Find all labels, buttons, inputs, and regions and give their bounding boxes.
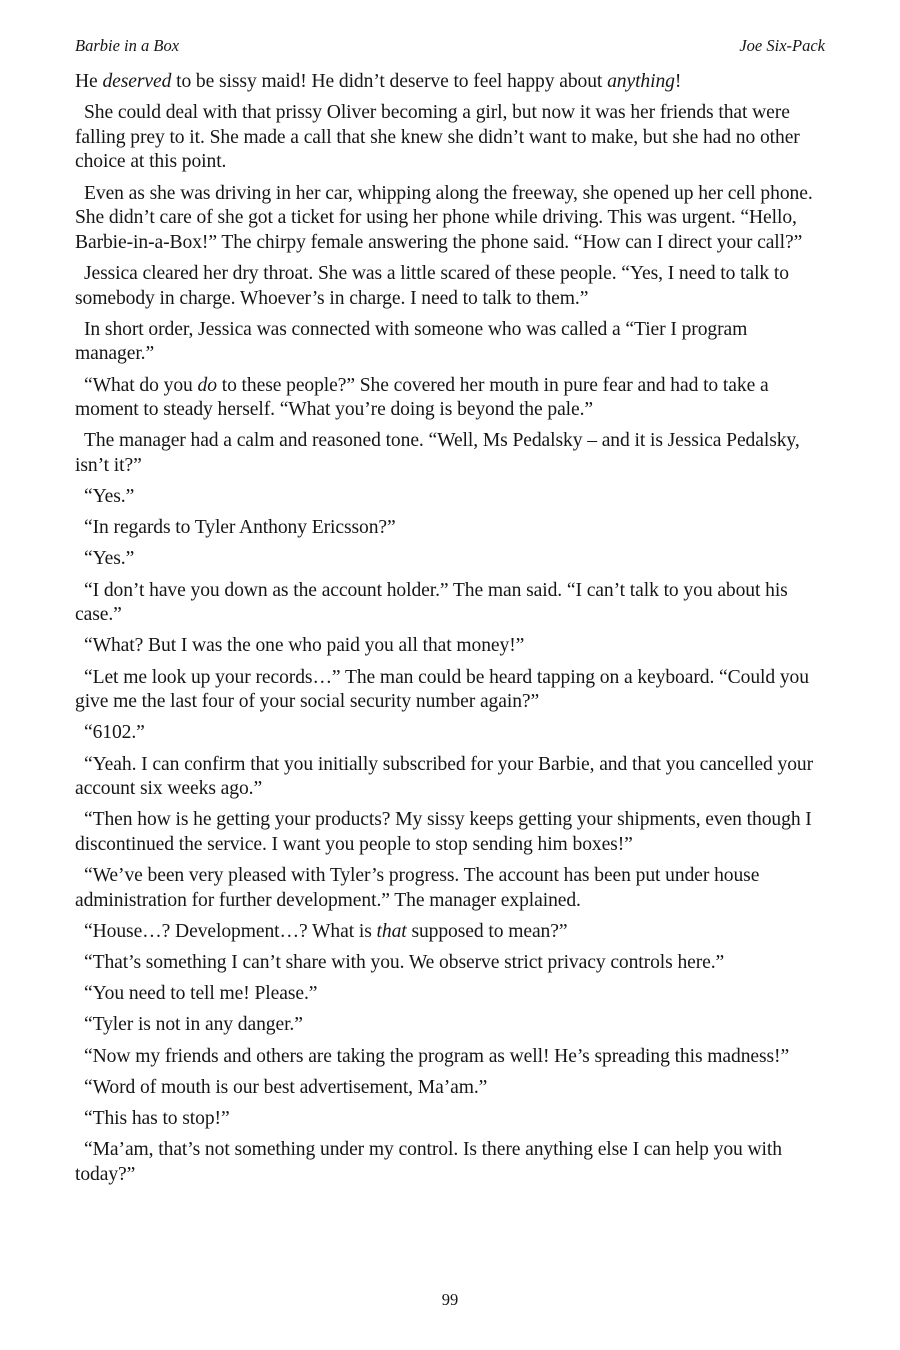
text-run: “6102.”	[84, 722, 145, 744]
body-text	[75, 70, 826, 1194]
paragraph	[75, 951, 826, 976]
text-run: to these people?” She covered her mouth in pure fear and had to take a moment to steady herself. “What you’re doing is beyond the pale.”	[75, 374, 769, 421]
text-run: “Yeah. I can confirm that you initially subscribed for your Barbie, and that you cancelled your account six weeks ago.”	[75, 753, 814, 800]
paragraph	[75, 70, 826, 95]
text-run: “I don’t have you down as the account holder.” The man said. “I can’t talk to you about his case.”	[75, 579, 788, 626]
text-run: “Word of mouth is our best advertisement, Ma’am.”	[84, 1076, 488, 1098]
emphasized-text: deserved	[102, 71, 172, 92]
text-run: “Ma’am, that’s not something under my control. Is there anything else I can help you with today?”	[75, 1139, 782, 1185]
text-run: “Yes.”	[84, 548, 135, 570]
emphasized-text: do	[197, 374, 217, 396]
paragraph	[75, 262, 826, 311]
text-run: “That’s something I can’t share with you. We observe strict privacy controls here.”	[84, 952, 725, 974]
paragraph	[75, 753, 826, 802]
paragraph	[75, 1138, 826, 1187]
text-run: “We’ve been very pleased with Tyler’s progress. The account has been put under house administration for further development.” The manager explained.	[75, 865, 760, 911]
text-run: “Tyler is not in any danger.”	[84, 1014, 303, 1036]
text-run: “You need to tell me! Please.”	[84, 983, 318, 1005]
text-run: “Let me look up your records…” The man could be heard tapping on a keyboard. “Could you give me the last four of your social security number again?”	[75, 666, 809, 713]
paragraph	[75, 634, 826, 659]
text-run: “House…? Development…? What is	[84, 920, 377, 942]
text-run: “What? But I was the one who paid you all that money!”	[84, 635, 525, 657]
paragraph	[75, 547, 826, 572]
paragraph	[75, 920, 826, 945]
paragraph	[75, 318, 826, 367]
paragraph	[75, 1076, 826, 1101]
page-number: 99	[441, 1290, 459, 1309]
paragraph	[75, 982, 826, 1007]
text-run: In short order, Jessica was connected with someone who was called a “Tier I program manager.”	[75, 318, 748, 365]
paragraph	[75, 1045, 826, 1070]
paragraph	[75, 101, 826, 175]
text-run: “This has to stop!”	[84, 1108, 230, 1130]
text-run: “Yes.”	[84, 486, 135, 508]
text-run: Jessica cleared her dry throat. She was a little scared of these people. “Yes, I need to talk to somebody in charge. Whoever’s in charge. I need to talk to them.”	[75, 262, 789, 309]
text-run: “In regards to Tyler Anthony Ericsson?”	[84, 517, 396, 539]
paragraph	[75, 666, 826, 715]
text-run: !	[674, 71, 682, 92]
text-run: “Now my friends and others are taking the program as well! He’s spreading this madness!”	[84, 1045, 790, 1067]
running-header	[75, 36, 825, 58]
header-book-title: Barbie in a Box	[75, 36, 180, 55]
emphasized-text: that	[376, 920, 407, 942]
text-run: “What do you	[84, 374, 198, 396]
text-run: The manager had a calm and reasoned tone. “Well, Ms Pedalsky – and it is Jessica Pedalsky, isn’t it?”	[75, 430, 800, 476]
emphasized-text: anything	[607, 71, 675, 92]
text-run: Even as she was driving in her car, whipping along the freeway, she opened up her cell phone. She didn’t care of she got a ticket for using her phone while driving. This was urgent. “Hello, Barbie-in-a-Box!” The chirpy female answering the phone said. “How can I direct your call?”	[75, 182, 813, 253]
text-run: supposed to mean?”	[406, 920, 568, 942]
paragraph	[75, 182, 826, 256]
text-run: “Then how is he getting your products? My sissy keeps getting your shipments, even though I discontinued the service. I want you people to stop sending him boxes!”	[75, 809, 812, 855]
paragraph	[75, 808, 826, 857]
header-author: Joe Six-Pack	[739, 36, 825, 55]
paragraph	[75, 721, 826, 746]
paragraph	[75, 516, 826, 541]
paragraph	[75, 374, 826, 423]
paragraph	[75, 1107, 826, 1132]
paragraph	[75, 1013, 826, 1038]
paragraph	[75, 579, 826, 628]
text-run: He	[75, 71, 103, 92]
paragraph	[75, 864, 826, 913]
text-run: She could deal with that prissy Oliver becoming a girl, but now it was her friends that were falling prey to it. She made a call that she knew she didn’t want to make, but she had no other choice at this point.	[75, 102, 800, 173]
paragraph	[75, 485, 826, 510]
paragraph	[75, 429, 826, 478]
text-run: to be sissy maid! He didn’t deserve to feel happy about	[171, 71, 608, 92]
